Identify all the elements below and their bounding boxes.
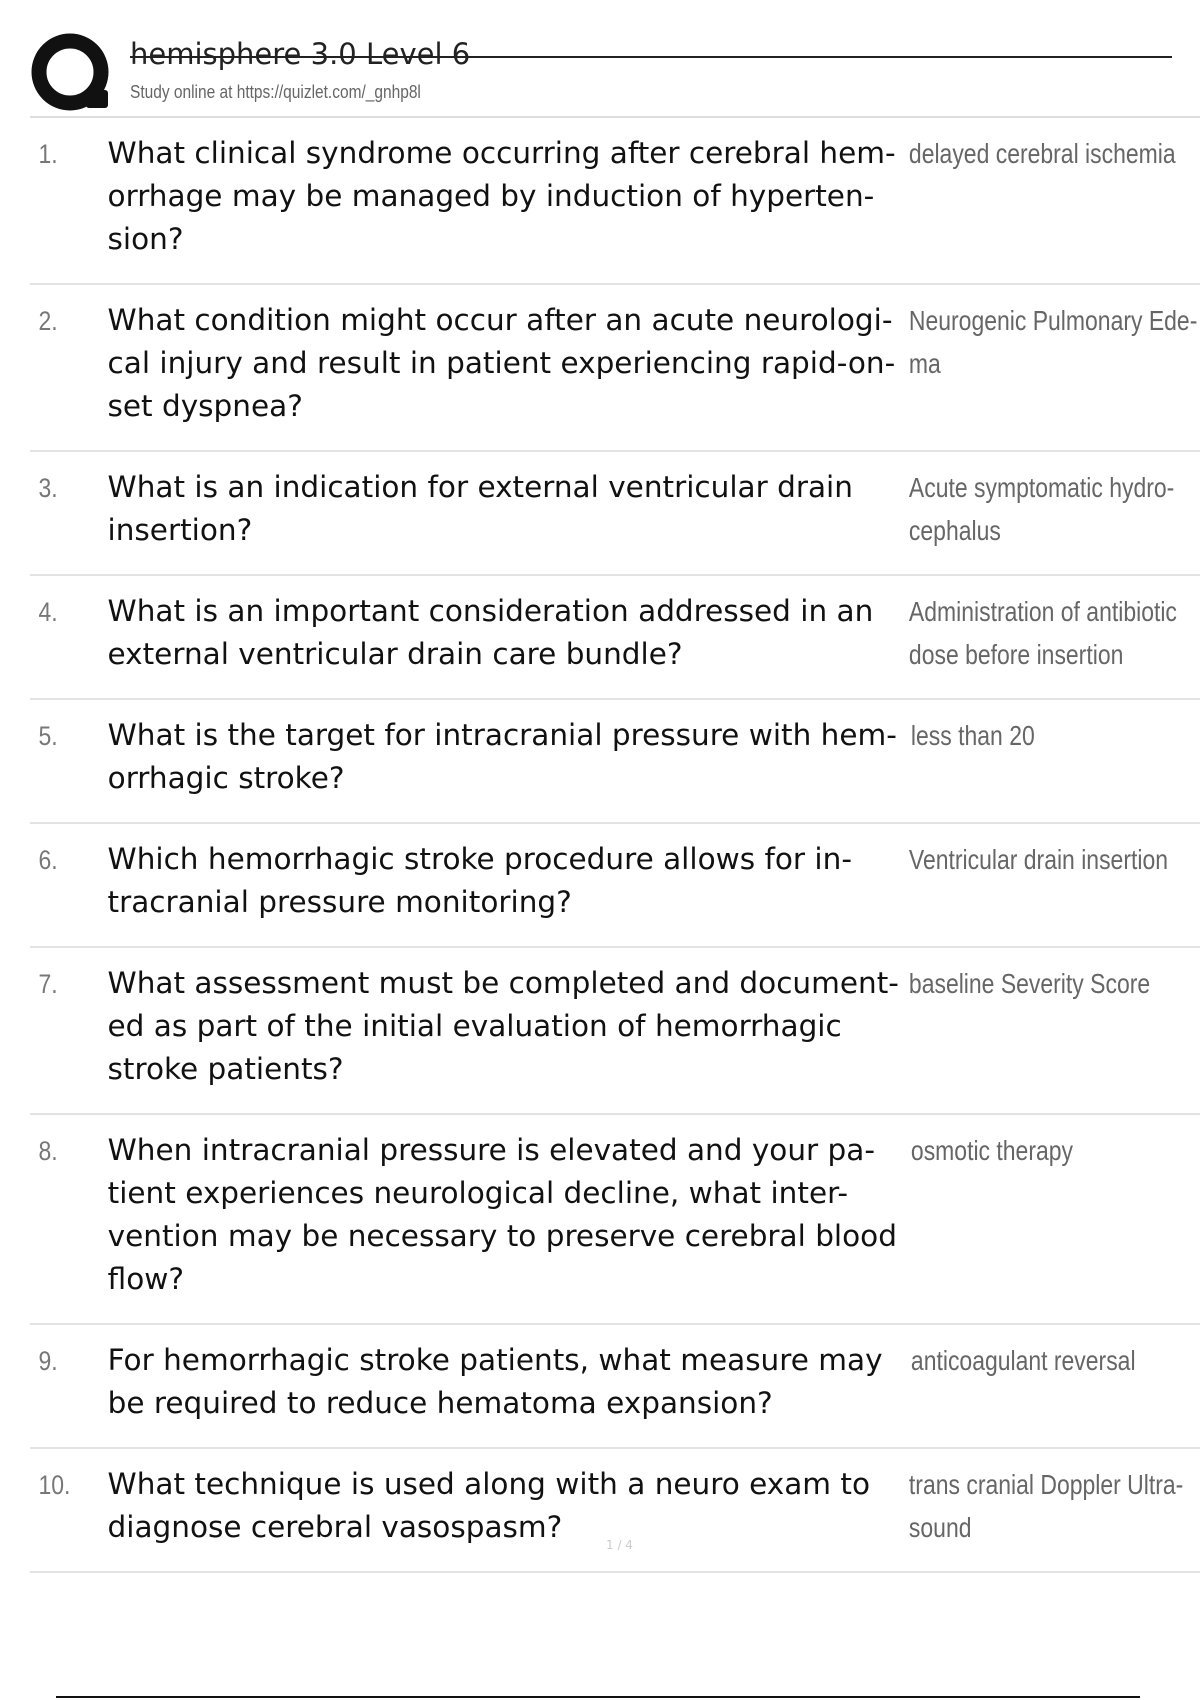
flashcard-row — [30, 452, 1200, 576]
definition-line: sound — [908, 1512, 972, 1543]
flashcard-list — [30, 118, 1200, 1573]
study-online-url: Study online at https://quizlet.com/_gnhp8l — [130, 82, 421, 102]
definition-line: anticoagulant reversal — [910, 1345, 1136, 1376]
card-number: 2. — [38, 306, 58, 336]
card-number: 9. — [38, 1346, 58, 1376]
card-number: 5. — [38, 721, 58, 751]
card-number: 8. — [38, 1136, 58, 1166]
card-number: 3. — [38, 473, 58, 503]
definition-line: delayed cerebral ischemia — [908, 138, 1176, 169]
definition-line: less than 20 — [910, 720, 1035, 751]
definition-line: baseline Severity Score — [908, 968, 1151, 999]
definition-line: Ventricular drain insertion — [908, 844, 1169, 875]
card-number: 1. — [38, 139, 58, 169]
card-definition — [904, 838, 1169, 924]
set-title: hemisphere 3.0 Level 6 — [130, 37, 471, 71]
card-term: When intracranial pressure is elevated and your pa-tient experiences neurological decline, what inter-vention may be necessary to preserve cerebral blood flow? — [107, 1133, 897, 1296]
definition-line: cephalus — [908, 515, 1001, 546]
definition-line: Acute symptomatic hydro- — [908, 472, 1175, 503]
flashcard-row — [30, 118, 1200, 285]
card-term: What clinical syndrome occurring after cerebral hem-orrhage may be managed by induction of hyperten-sion? — [107, 136, 896, 256]
definition-line: osmotic therapy — [910, 1135, 1073, 1166]
card-term: What is the target for intracranial pressure with hem-orrhagic stroke? — [107, 718, 897, 795]
card-term: What condition might occur after an acute neurologi-cal injury and result in patient experiencing rapid-on-set dyspnea? — [107, 303, 896, 423]
definition-line: ma — [908, 348, 941, 379]
page-indicator: 1 / 4 — [606, 1538, 633, 1552]
flashcard-row — [30, 824, 1200, 948]
card-term: Which hemorrhagic stroke procedure allows for in-tracranial pressure monitoring? — [107, 842, 852, 919]
definition-line: Administration of antibiotic — [908, 596, 1177, 627]
card-term: What is an indication for external ventricular drain insertion? — [107, 470, 853, 547]
footer-divider — [56, 1696, 1140, 1698]
quizlet-q-logo-icon — [30, 32, 114, 116]
flashcard-row — [30, 700, 1200, 824]
flashcard-row — [30, 576, 1200, 700]
card-term: For hemorrhagic stroke patients, what measure may be required to reduce hematoma expansion? — [107, 1343, 883, 1420]
card-definition — [904, 1463, 1184, 1549]
card-number: 4. — [38, 597, 58, 627]
card-definition — [904, 962, 1151, 1091]
flashcard-row — [30, 1115, 1200, 1325]
card-definition — [904, 132, 1176, 261]
flashcard-row — [30, 1325, 1200, 1449]
card-definition — [906, 1129, 1147, 1301]
definition-line: trans cranial Doppler Ultra- — [908, 1469, 1184, 1500]
card-number: 10. — [38, 1470, 71, 1500]
card-term: What is an important consideration addressed in an external ventricular drain care bundle? — [107, 594, 874, 671]
title-strike-rule — [130, 56, 1172, 58]
definition-line: Neurogenic Pulmonary Ede- — [908, 305, 1198, 336]
flashcard-row — [30, 1449, 1200, 1573]
card-definition — [904, 466, 1175, 552]
card-term: What assessment must be completed and document-ed as part of the initial evaluation of hemorrhagic stroke patients? — [107, 966, 899, 1086]
document-header — [30, 28, 1140, 118]
card-definition — [904, 590, 1177, 676]
card-number: 6. — [38, 845, 58, 875]
card-definition — [906, 714, 1147, 800]
flashcard-row — [30, 285, 1200, 452]
card-term: What technique is used along with a neuro exam to diagnose cerebral vasospasm? — [107, 1467, 871, 1544]
card-definition — [904, 299, 1198, 428]
card-definition — [906, 1339, 1147, 1425]
flashcard-row — [30, 948, 1200, 1115]
card-number: 7. — [38, 969, 58, 999]
definition-line: dose before insertion — [908, 639, 1124, 670]
